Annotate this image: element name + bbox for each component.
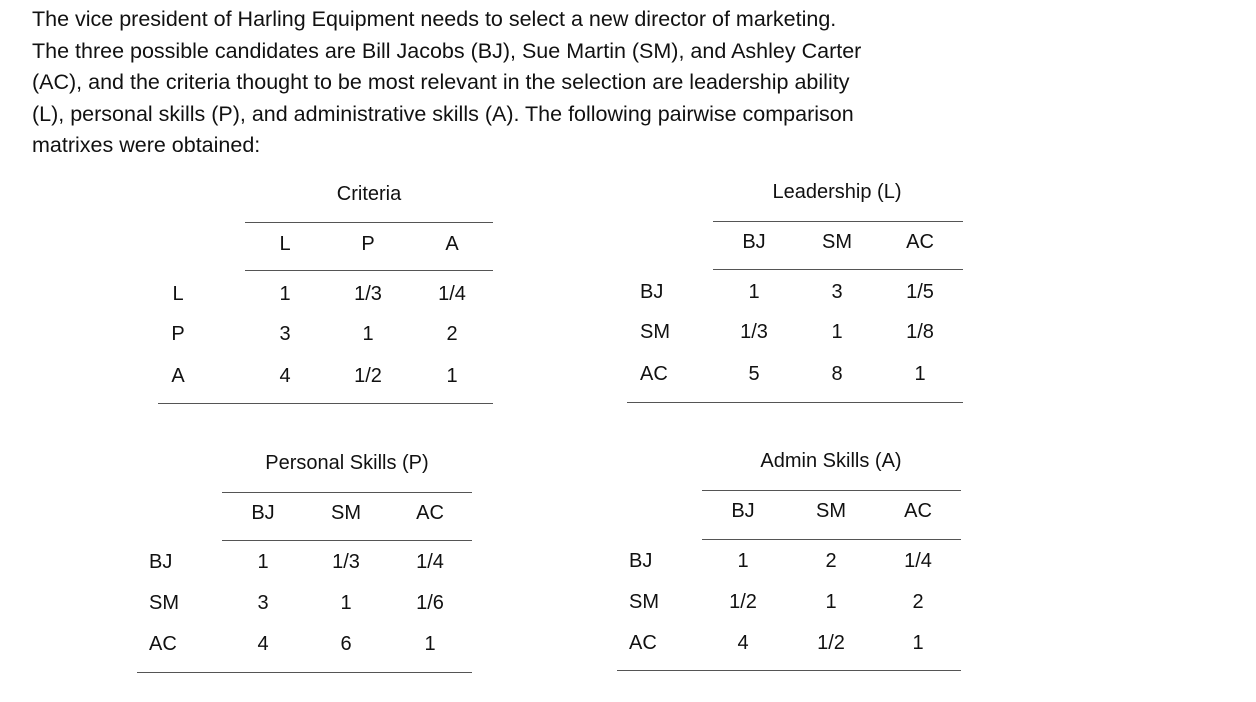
rule-line: [158, 403, 493, 404]
matrix-cell: 1/2: [817, 632, 845, 654]
matrix-cell: 1: [279, 283, 291, 305]
column-header: AC: [416, 502, 444, 524]
rule-line: [617, 670, 961, 671]
matrix-cell: 1/5: [906, 281, 934, 303]
rule-line: [702, 539, 961, 540]
matrix-cell: 1/6: [416, 592, 444, 614]
row-label: SM: [640, 321, 670, 343]
rule-line: [137, 672, 472, 673]
row-label: SM: [149, 592, 179, 614]
matrix-cell: 1: [340, 592, 352, 614]
matrix-cell: 3: [279, 323, 291, 345]
rule-line: [222, 540, 472, 541]
row-label: A: [171, 365, 185, 387]
matrix-cell: 8: [831, 363, 843, 385]
matrix-cell: 3: [257, 592, 269, 614]
matrix-cell: 4: [737, 632, 749, 654]
column-header: SM: [331, 502, 361, 524]
matrix-title: Personal Skills (P): [265, 452, 429, 474]
rule-line: [245, 270, 493, 271]
question-text: [32, 4, 1032, 162]
matrix-cell: 5: [748, 363, 760, 385]
column-header: AC: [904, 500, 932, 522]
matrix-cell: 1/4: [416, 551, 444, 573]
matrix-cell: 1: [424, 633, 436, 655]
column-header: BJ: [742, 231, 766, 253]
matrix-cell: 1: [825, 591, 837, 613]
matrix-cell: 3: [831, 281, 843, 303]
row-label: AC: [629, 632, 657, 654]
column-header: BJ: [251, 502, 275, 524]
row-label: BJ: [640, 281, 664, 303]
rule-line: [245, 222, 493, 223]
matrix-cell: 4: [257, 633, 269, 655]
rule-line: [713, 269, 963, 270]
row-label: BJ: [149, 551, 173, 573]
row-label: P: [171, 323, 185, 345]
column-header: L: [279, 233, 291, 255]
column-header: SM: [816, 500, 846, 522]
matrix-cell: 1: [737, 550, 749, 572]
matrix-cell: 2: [446, 323, 458, 345]
matrix-cell: 1: [257, 551, 269, 573]
matrix-cell: 1/4: [904, 550, 932, 572]
matrix-cell: 1: [914, 363, 926, 385]
matrix-cell: 6: [340, 633, 352, 655]
matrix-cell: 1/3: [354, 283, 382, 305]
matrix-cell: 1/8: [906, 321, 934, 343]
matrix-cell: 4: [279, 365, 291, 387]
rule-line: [627, 402, 963, 403]
row-label: AC: [149, 633, 177, 655]
column-header: A: [445, 233, 459, 255]
row-label: L: [172, 283, 184, 305]
matrix-cell: 1: [446, 365, 458, 387]
question-line: matrixes were obtained:: [32, 133, 261, 157]
row-label: BJ: [629, 550, 653, 572]
matrix-cell: 1/2: [354, 365, 382, 387]
row-label: SM: [629, 591, 659, 613]
matrix-title: Admin Skills (A): [760, 450, 902, 472]
column-header: SM: [822, 231, 852, 253]
matrix-cell: 2: [912, 591, 924, 613]
matrix-title: Leadership (L): [772, 181, 902, 203]
matrix-cell: 1: [912, 632, 924, 654]
matrix-cell: 1: [362, 323, 374, 345]
question-line: (AC), and the criteria thought to be most relevant in the selection are leadership ability: [32, 70, 850, 94]
question-line: The three possible candidates are Bill Jacobs (BJ), Sue Martin (SM), and Ashley Carter: [32, 38, 862, 63]
question-line: The vice president of Harling Equipment needs to select a new director of marketing.: [32, 7, 837, 31]
matrix-cell: 1/3: [332, 551, 360, 573]
row-label: AC: [640, 363, 668, 385]
matrix-cell: 1/2: [729, 591, 757, 613]
matrix-cell: 1/4: [438, 283, 466, 305]
matrix-cell: 1: [831, 321, 843, 343]
matrix-cell: 1: [748, 281, 760, 303]
rule-line: [222, 492, 472, 493]
matrix-cell: 1/3: [740, 321, 768, 343]
question-line: (L), personal skills (P), and administrative skills (A). The following pairwise comparison: [32, 101, 854, 126]
column-header: AC: [906, 231, 934, 253]
matrix-cell: 2: [825, 550, 837, 572]
column-header: P: [361, 233, 375, 255]
rule-line: [713, 221, 963, 222]
matrix-title: Criteria: [336, 183, 402, 205]
column-header: BJ: [731, 500, 755, 522]
rule-line: [702, 490, 961, 491]
